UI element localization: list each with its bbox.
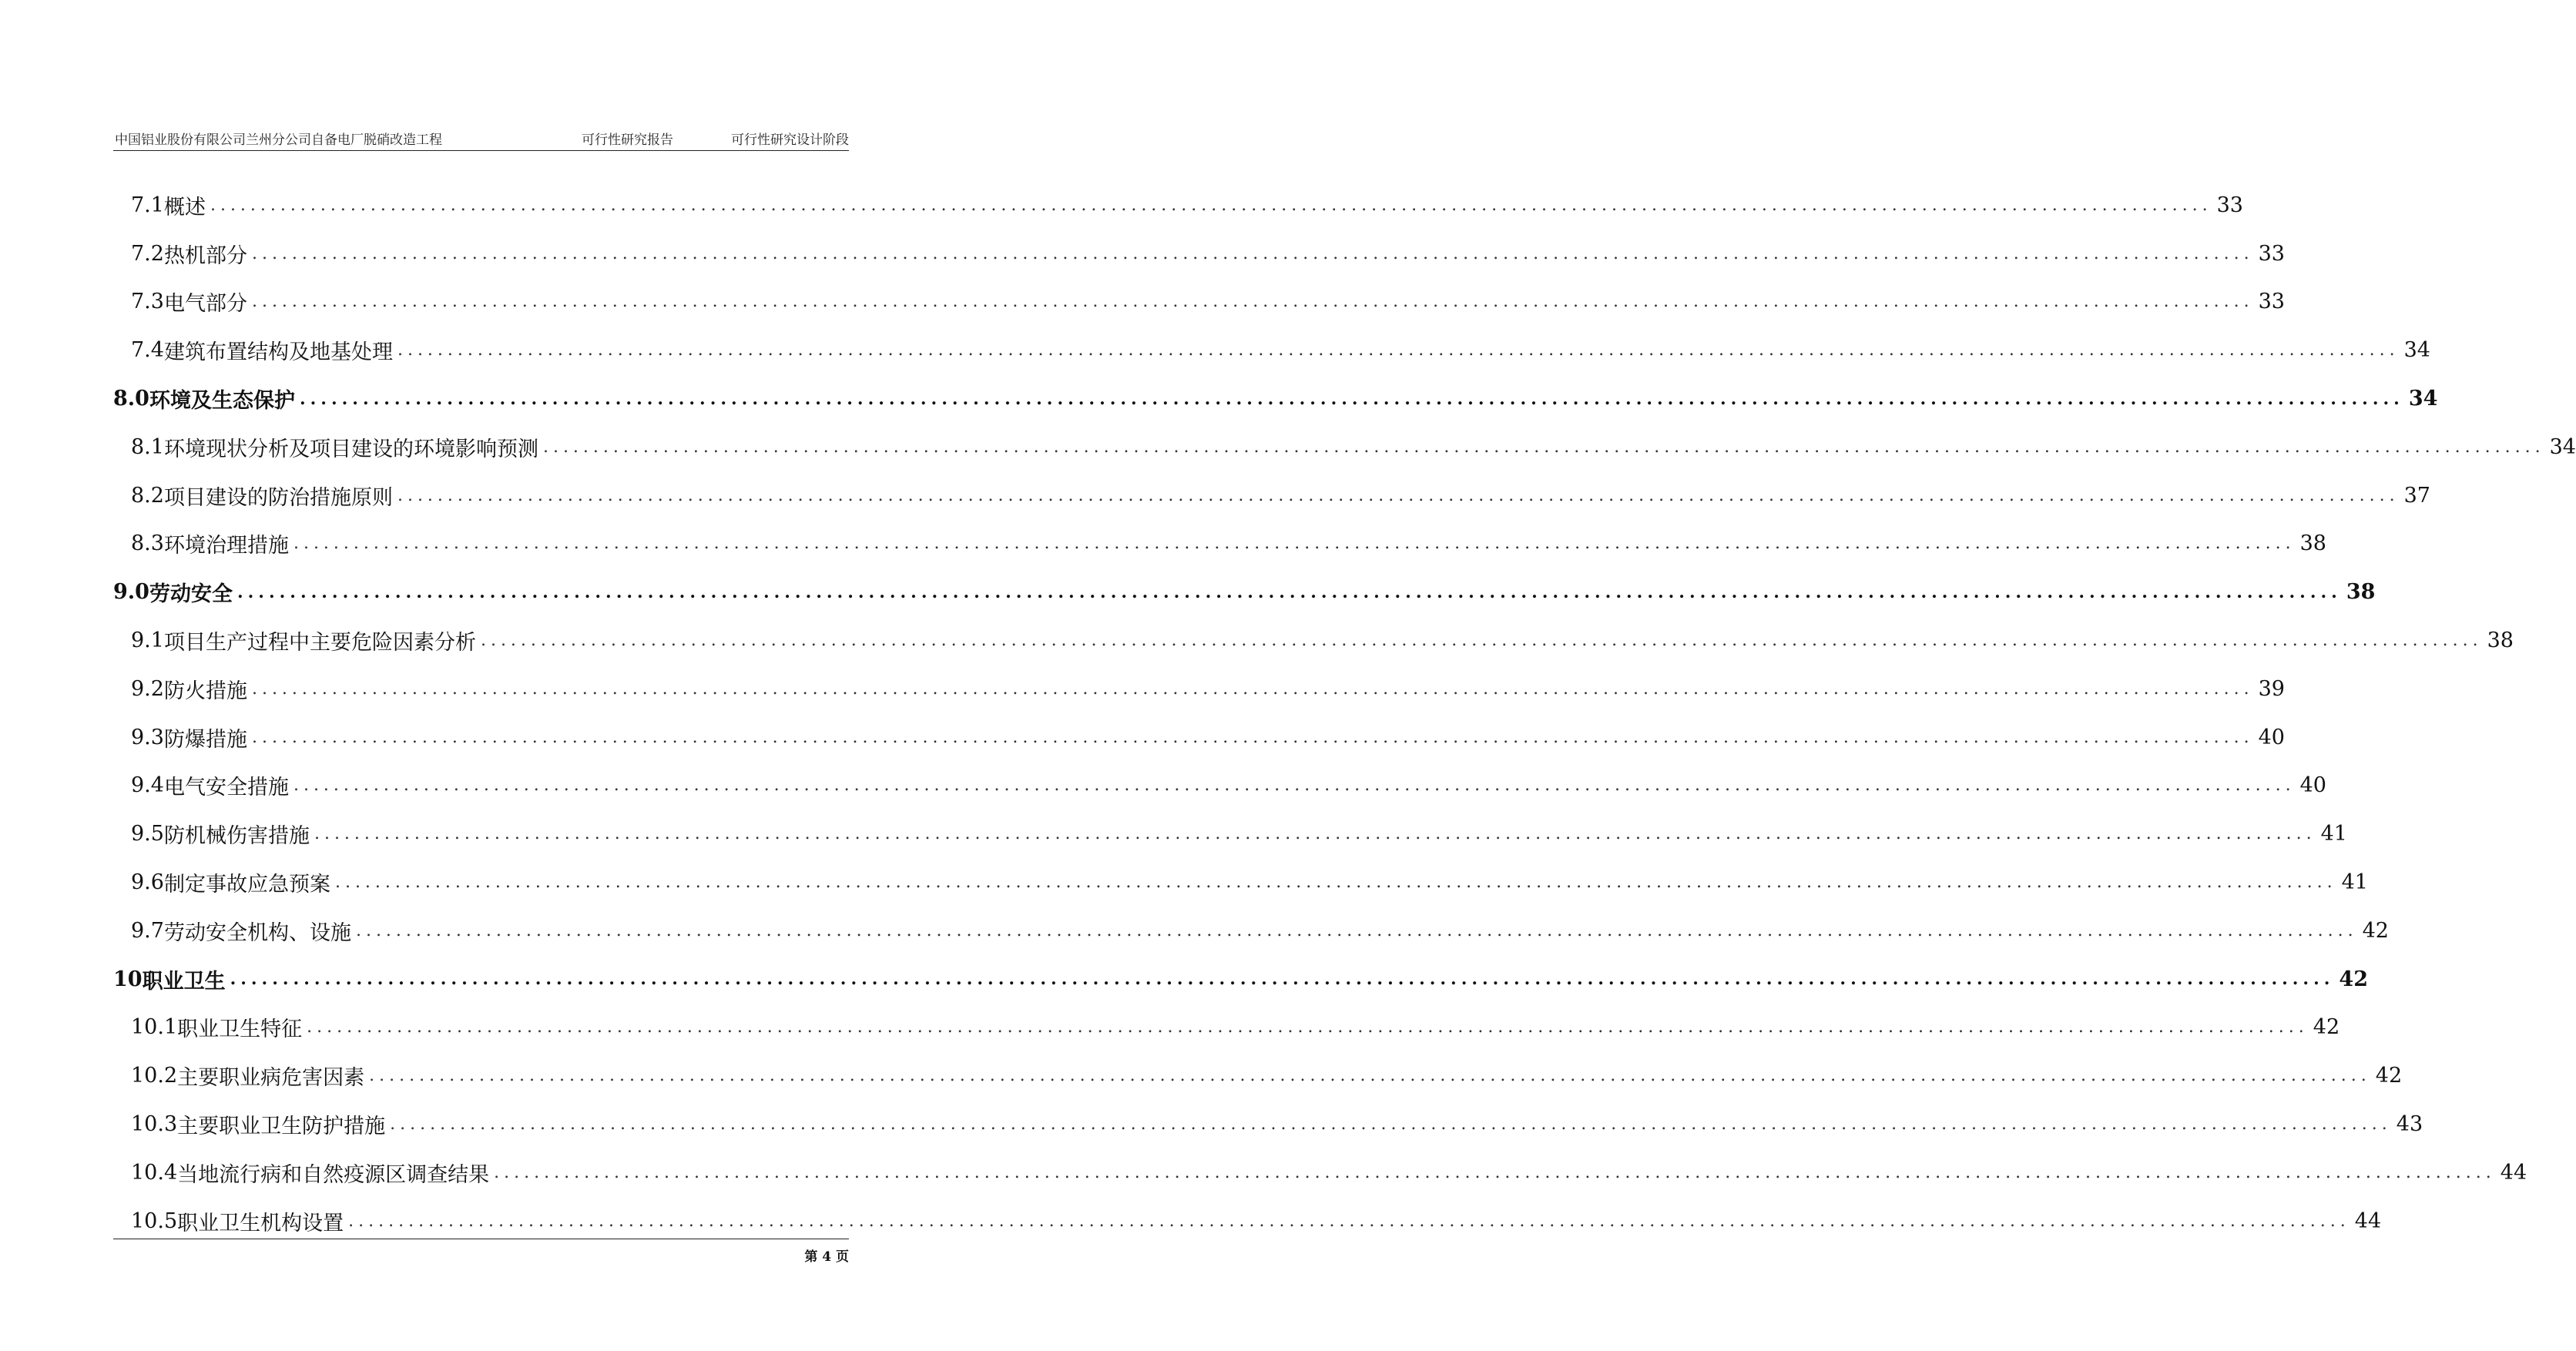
toc-entry[interactable] bbox=[113, 665, 2285, 713]
toc-entry-number: 10.5 bbox=[131, 1209, 178, 1233]
toc-entry-title: 环境治理措施 bbox=[163, 534, 289, 558]
toc-entry-number: 10.3 bbox=[131, 1112, 178, 1137]
toc-dot-leader: ........................................................................................................................................................................................................ bbox=[494, 1162, 2496, 1182]
toc-entry-title: 热机部分 bbox=[163, 243, 247, 268]
toc-entry-number: 10.2 bbox=[131, 1064, 178, 1088]
toc-entry-title: 职业卫生特征 bbox=[177, 1017, 303, 1042]
toc-entry[interactable] bbox=[113, 713, 2285, 762]
toc-entry[interactable] bbox=[113, 278, 2285, 327]
toc-entry-page: 34 bbox=[2408, 387, 2438, 411]
toc-entry-page: 34 bbox=[2403, 338, 2430, 363]
toc-entry-page: 42 bbox=[2362, 918, 2389, 943]
toc-entry-page: 39 bbox=[2258, 676, 2285, 701]
toc-entry-page: 44 bbox=[2354, 1209, 2382, 1233]
toc-entry-page: 41 bbox=[2341, 870, 2368, 895]
toc-entry-title: 防爆措施 bbox=[163, 727, 247, 752]
toc-dot-leader: ........................................................................................................................................................................................................ bbox=[369, 1066, 2371, 1086]
toc-entry[interactable] bbox=[113, 374, 2438, 423]
toc-entry-number: 8.3 bbox=[131, 531, 164, 556]
toc-entry-page: 40 bbox=[2258, 725, 2285, 749]
toc-dot-leader: ........................................................................................................................................................................................................ bbox=[293, 534, 2296, 554]
toc-dot-leader: ........................................................................................................................................................................................................ bbox=[314, 824, 2316, 844]
toc-dot-leader: ........................................................................................................................................................................................................ bbox=[299, 388, 2404, 409]
table-of-contents bbox=[113, 181, 2576, 1245]
toc-entry-page: 38 bbox=[2299, 531, 2326, 556]
toc-entry-number: 7.1 bbox=[131, 193, 164, 217]
toc-entry-number: 9.0 bbox=[113, 580, 149, 605]
toc-entry-page: 42 bbox=[2339, 967, 2368, 991]
toc-entry-page: 40 bbox=[2299, 773, 2326, 798]
toc-entry-title: 电气部分 bbox=[163, 292, 247, 317]
toc-entry-page: 37 bbox=[2403, 483, 2430, 508]
toc-entry-number: 8.2 bbox=[131, 483, 164, 508]
toc-dot-leader: ........................................................................................................................................................................................................ bbox=[251, 727, 2254, 747]
toc-entry-title: 防机械伤害措施 bbox=[163, 824, 310, 849]
toc-entry-title: 劳动安全 bbox=[149, 582, 233, 607]
toc-dot-leader: ........................................................................................................................................................................................................ bbox=[293, 776, 2296, 796]
toc-entry-number: 9.7 bbox=[131, 918, 164, 943]
toc-dot-leader: ........................................................................................................................................................................................................ bbox=[480, 631, 2483, 651]
toc-entry-page: 44 bbox=[2500, 1160, 2527, 1185]
toc-entry[interactable] bbox=[113, 181, 2243, 230]
toc-dot-leader: ........................................................................................................................................................................................................ bbox=[542, 437, 2545, 457]
toc-entry-number: 10.4 bbox=[131, 1160, 178, 1185]
toc-dot-leader: ........................................................................................................................................................................................................ bbox=[334, 873, 2337, 893]
toc-entry-number: 9.6 bbox=[131, 870, 164, 895]
toc-entry-number: 10.1 bbox=[131, 1015, 178, 1040]
toc-entry-title: 主要职业卫生防护措施 bbox=[177, 1115, 386, 1139]
toc-entry-number: 7.3 bbox=[131, 290, 164, 314]
toc-entry-title: 防火措施 bbox=[163, 679, 247, 703]
toc-entry-number: 9.5 bbox=[131, 822, 164, 846]
toc-entry-page: 42 bbox=[2375, 1064, 2403, 1088]
toc-entry-page: 33 bbox=[2216, 193, 2243, 217]
toc-dot-leader: ........................................................................................................................................................................................................ bbox=[251, 292, 2254, 312]
toc-entry-title: 主要职业病危害因素 bbox=[177, 1066, 365, 1091]
toc-entry[interactable] bbox=[113, 1148, 2527, 1197]
toc-entry-title: 建筑布置结构及地基处理 bbox=[163, 340, 393, 365]
toc-entry-title: 电气安全措施 bbox=[163, 776, 289, 800]
toc-dot-leader: ........................................................................................................................................................................................................ bbox=[397, 485, 2400, 505]
toc-entry[interactable] bbox=[113, 762, 2326, 810]
toc-entry[interactable] bbox=[113, 955, 2368, 1004]
toc-entry-title: 项目建设的防治措施原则 bbox=[163, 485, 393, 510]
toc-entry-number: 8.0 bbox=[113, 387, 149, 411]
page-number: 第 4 页 bbox=[804, 1249, 849, 1265]
toc-entry[interactable] bbox=[113, 858, 2368, 907]
toc-entry-number: 9.3 bbox=[131, 725, 164, 749]
toc-entry-title: 职业卫生 bbox=[142, 969, 226, 994]
toc-entry-page: 33 bbox=[2258, 241, 2285, 266]
toc-entry-page: 38 bbox=[2346, 580, 2376, 605]
toc-entry-number: 9.1 bbox=[131, 629, 164, 653]
toc-entry[interactable] bbox=[113, 568, 2376, 616]
toc-entry[interactable] bbox=[113, 810, 2347, 858]
toc-entry[interactable] bbox=[113, 520, 2326, 568]
toc-entry[interactable] bbox=[113, 471, 2430, 520]
toc-entry-number: 7.4 bbox=[131, 338, 164, 363]
toc-entry-title: 劳动安全机构、设施 bbox=[163, 920, 351, 945]
toc-entry-page: 33 bbox=[2258, 290, 2285, 314]
toc-entry-title: 职业卫生机构设置 bbox=[177, 1211, 344, 1235]
header-design-stage: 可行性研究设计阶段 bbox=[731, 132, 849, 148]
header-report-type: 可行性研究报告 bbox=[582, 132, 673, 148]
toc-entry-page: 42 bbox=[2313, 1015, 2340, 1040]
header-divider bbox=[113, 150, 849, 151]
toc-entry-number: 7.2 bbox=[131, 241, 164, 266]
toc-entry-title: 环境及生态保护 bbox=[149, 389, 295, 414]
toc-entry[interactable] bbox=[113, 423, 2576, 471]
toc-dot-leader: ........................................................................................................................................................................................................ bbox=[210, 195, 2212, 215]
toc-entry-title: 制定事故应急预案 bbox=[163, 873, 330, 897]
toc-entry-title: 当地流行病和自然疫源区调查结果 bbox=[177, 1162, 490, 1187]
page-header bbox=[113, 127, 849, 149]
toc-entry-title: 环境现状分析及项目建设的环境影响预测 bbox=[163, 437, 538, 461]
toc-dot-leader: ........................................................................................................................................................................................................ bbox=[307, 1017, 2309, 1038]
toc-entry[interactable] bbox=[113, 616, 2514, 665]
toc-entry[interactable] bbox=[113, 1004, 2340, 1052]
toc-entry-title: 概述 bbox=[163, 195, 206, 220]
toc-dot-leader: ........................................................................................................................................................................................................ bbox=[251, 679, 2254, 699]
toc-entry-number: 9.4 bbox=[131, 773, 164, 798]
toc-entry-page: 38 bbox=[2487, 629, 2514, 653]
toc-entry-number: 9.2 bbox=[131, 676, 164, 701]
toc-dot-leader: ........................................................................................................................................................................................................ bbox=[397, 340, 2400, 360]
toc-dot-leader: ........................................................................................................................................................................................................ bbox=[230, 969, 2335, 990]
toc-dot-leader: ........................................................................................................................................................................................................ bbox=[355, 920, 2358, 940]
toc-entry[interactable] bbox=[113, 1100, 2423, 1148]
toc-entry-page: 34 bbox=[2549, 434, 2576, 459]
header-project-name: 中国铝业股份有限公司兰州分公司自备电厂脱硝改造工程 bbox=[115, 132, 442, 148]
toc-dot-leader: ........................................................................................................................................................................................................ bbox=[251, 243, 2254, 263]
toc-entry-number: 8.1 bbox=[131, 434, 164, 459]
toc-entry[interactable] bbox=[113, 1051, 2403, 1100]
toc-dot-leader: ........................................................................................................................................................................................................ bbox=[390, 1115, 2392, 1135]
toc-entry-title: 项目生产过程中主要危险因素分析 bbox=[163, 631, 476, 655]
toc-entry-page: 41 bbox=[2320, 822, 2347, 846]
toc-dot-leader: ........................................................................................................................................................................................................ bbox=[236, 582, 2342, 602]
toc-entry[interactable] bbox=[113, 907, 2389, 955]
toc-dot-leader: ........................................................................................................................................................................................................ bbox=[348, 1211, 2350, 1231]
toc-entry[interactable] bbox=[113, 326, 2430, 374]
toc-entry-number: 10 bbox=[113, 967, 143, 991]
toc-entry-page: 43 bbox=[2396, 1112, 2423, 1137]
toc-entry[interactable] bbox=[113, 230, 2285, 278]
